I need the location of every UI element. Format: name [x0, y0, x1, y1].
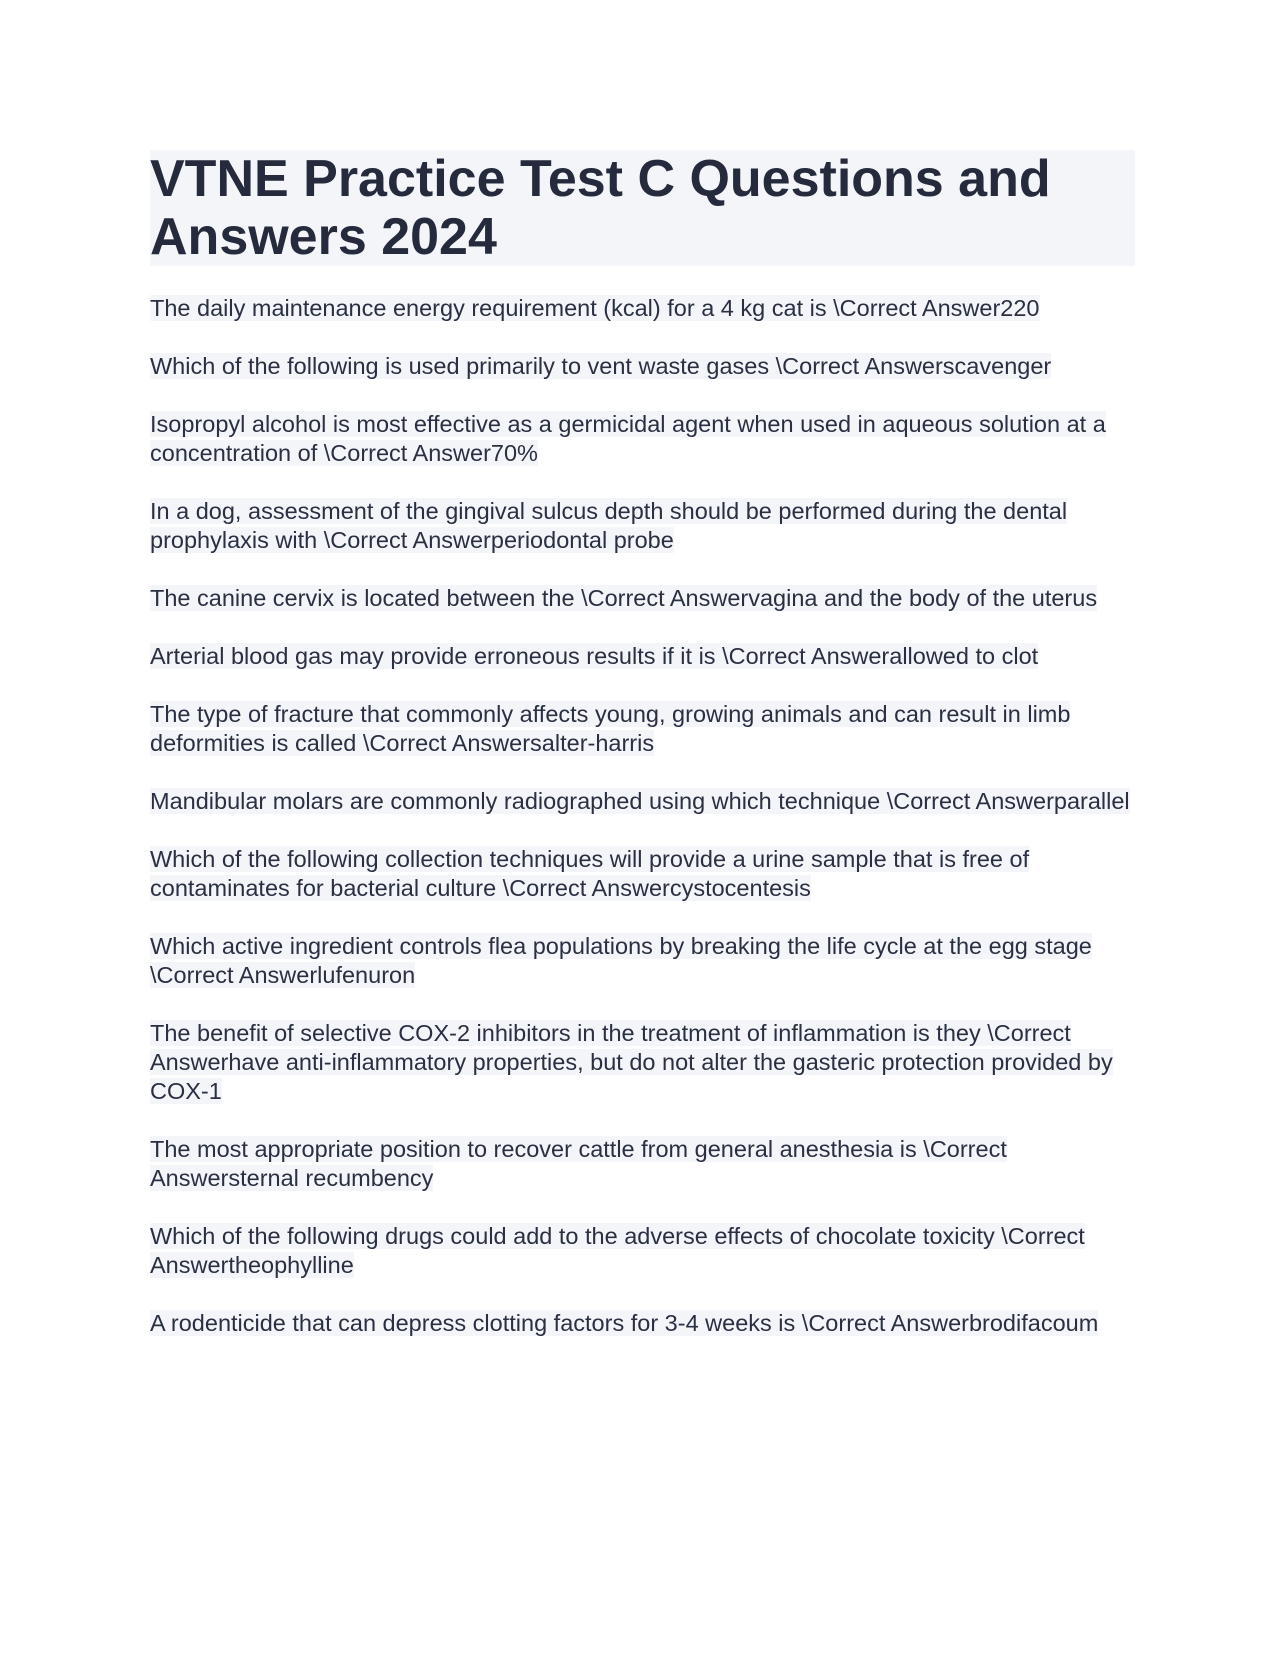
question-item	[150, 700, 1135, 758]
question-text: Which of the following drugs could add to the adverse effects of chocolate toxicity \Correct Answertheophylline	[150, 1223, 1085, 1278]
question-item	[150, 932, 1135, 990]
question-text: Which active ingredient controls flea populations by breaking the life cycle at the egg stage \Correct Answerlufenuron	[150, 933, 1092, 988]
question-item	[150, 352, 1135, 381]
question-item	[150, 497, 1135, 555]
question-text: Isopropyl alcohol is most effective as a germicidal agent when used in aqueous solution at a concentration of \Correct Answer70%	[150, 411, 1106, 466]
question-item	[150, 294, 1135, 323]
question-text: The type of fracture that commonly affects young, growing animals and can result in limb deformities is called \Correct Answersalter-harris	[150, 701, 1071, 756]
question-item	[150, 1309, 1135, 1338]
question-item	[150, 845, 1135, 903]
question-text: The daily maintenance energy requirement (kcal) for a 4 kg cat is \Correct Answer220	[150, 295, 1040, 321]
question-text: The benefit of selective COX-2 inhibitors in the treatment of inflammation is they \Correct Answerhave anti-inflammatory properties, but do not alter the gasteric protection provided by COX-1	[150, 1020, 1113, 1104]
question-text: In a dog, assessment of the gingival sulcus depth should be performed during the dental prophylaxis with \Correct Answerperiodontal probe	[150, 498, 1068, 553]
question-item	[150, 410, 1135, 468]
question-item	[150, 642, 1135, 671]
question-text: The canine cervix is located between the \Correct Answervagina and the body of the uterus	[150, 585, 1098, 611]
question-item	[150, 1135, 1135, 1193]
question-text: The most appropriate position to recover cattle from general anesthesia is \Correct Answersternal recumbency	[150, 1136, 1007, 1191]
question-item	[150, 787, 1135, 816]
question-text: Mandibular molars are commonly radiographed using which technique \Correct Answerparallel	[150, 788, 1130, 814]
question-text: Arterial blood gas may provide erroneous results if it is \Correct Answerallowed to clot	[150, 643, 1039, 669]
question-text: A rodenticide that can depress clotting factors for 3-4 weeks is \Correct Answerbrodifacoum	[150, 1310, 1099, 1336]
question-item	[150, 584, 1135, 613]
question-text: Which of the following collection techniques will provide a urine sample that is free of contaminates for bacterial culture \Correct Answercystocentesis	[150, 846, 1030, 901]
question-item	[150, 1019, 1135, 1106]
document-title: VTNE Practice Test C Questions and Answers 2024	[150, 150, 1135, 266]
document-page	[150, 150, 1135, 1367]
question-list	[150, 294, 1135, 1338]
question-text: Which of the following is used primarily to vent waste gases \Correct Answerscavenger	[150, 353, 1052, 379]
question-item	[150, 1222, 1135, 1280]
